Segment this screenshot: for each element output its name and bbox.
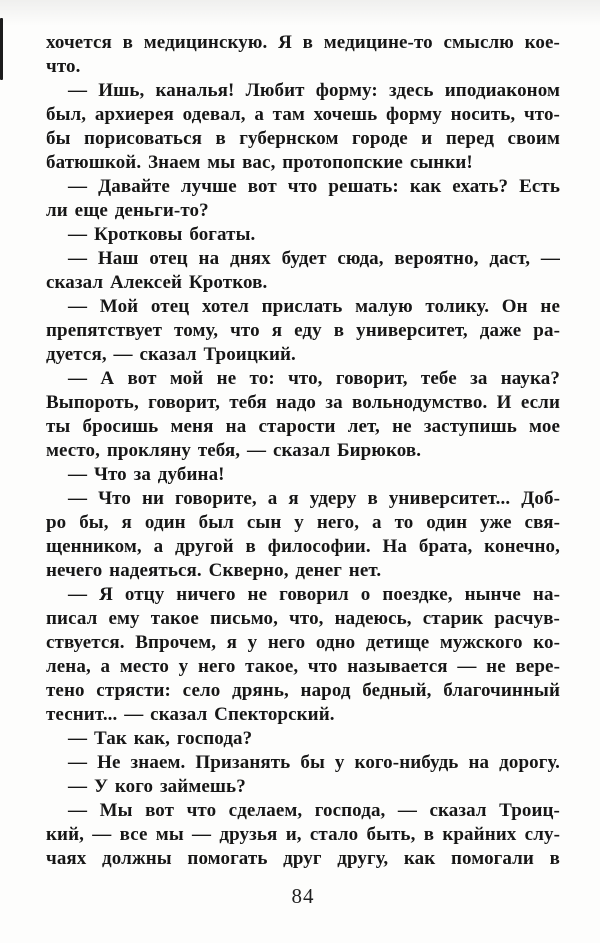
text-line: — Что ни говорите, а я удеру в университет... Доб- <box>68 488 560 509</box>
text-line: лена, а место у него такое, что называется — не вере- <box>46 656 560 677</box>
text-line: — Мой отец хотел прислать малую толику. Он не <box>68 296 560 317</box>
text-line: место, прокляну тебя, — сказал Бирюков. <box>46 440 422 461</box>
text-line: ствуется. Впрочем, я у него одно детище мужского ко- <box>46 632 560 653</box>
text-line: дуется, — сказал Троицкий. <box>46 344 296 365</box>
text-line: препятствует тому, что я еду в университет, даже ра- <box>46 320 560 341</box>
text-line: — Давайте лучше вот что решать: как ехать? Есть <box>68 176 560 197</box>
scan-top-shade <box>0 0 600 26</box>
text-line: хочется в медицинскую. Я в медицине-то смыслю кое- <box>46 32 560 53</box>
text-line: — Ишь, каналья! Любит форму: здесь иподиаконом <box>68 80 560 101</box>
text-line: ты бросишь меня на старости лет, не заступишь мое <box>46 416 560 437</box>
text-line: тено стрясти: село дрянь, народ бедный, благочинный <box>46 680 560 701</box>
text-line: — Кротковы богаты. <box>68 224 256 245</box>
text-line: кий, — все мы — друзья и, стало быть, в крайних слу- <box>46 824 560 845</box>
page-number: 84 <box>291 884 315 908</box>
text-line: — У кого займешь? <box>68 776 246 797</box>
text-line: писал ему такое письмо, что, надеюсь, старик расчув- <box>46 608 560 629</box>
text-line: бы порисоваться в губернском городе и перед своим <box>46 128 560 149</box>
text-line: — Мы вот что сделаем, господа, — сказал Троиц- <box>68 800 560 821</box>
text-line: — Не знаем. Призанять бы у кого-нибудь на дорогу. <box>68 752 560 773</box>
scan-edge-artifact <box>0 18 3 80</box>
text-line: что. <box>46 56 81 77</box>
text-line: чаях должны помогать друг другу, как помогали в <box>46 848 560 869</box>
text-line: нечего надеяться. Скверно, денег нет. <box>46 560 382 581</box>
text-line: теснит... — сказал Спекторский. <box>46 704 335 725</box>
page-text-block <box>46 31 560 871</box>
text-line: — Наш отец на днях будет сюда, вероятно, даст, — <box>68 248 560 269</box>
text-line: щенником, а другой в философии. На брата, конечно, <box>46 536 560 557</box>
text-line: ро бы, я один был сын у него, а то один уже свя- <box>46 512 560 533</box>
text-line: батюшкой. Знаем мы вас, протопопские сынки! <box>46 152 473 173</box>
text-line: был, архиерея одевал, а там хочешь форму носить, что- <box>46 104 560 125</box>
text-line: — Так как, господа? <box>68 728 253 749</box>
text-line: — А вот мой не то: что, говорит, тебе за наука? <box>68 368 560 389</box>
text-line: сказал Алексей Кротков. <box>46 272 268 293</box>
text-line: — Что за дубина! <box>68 464 225 485</box>
text-line: ли еще деньги-то? <box>46 200 209 221</box>
text-line: — Я отцу ничего не говорил о поездке, нынче на- <box>68 584 560 605</box>
text-line: Выпороть, говорит, тебя надо за вольнодумство. И если <box>46 392 560 413</box>
